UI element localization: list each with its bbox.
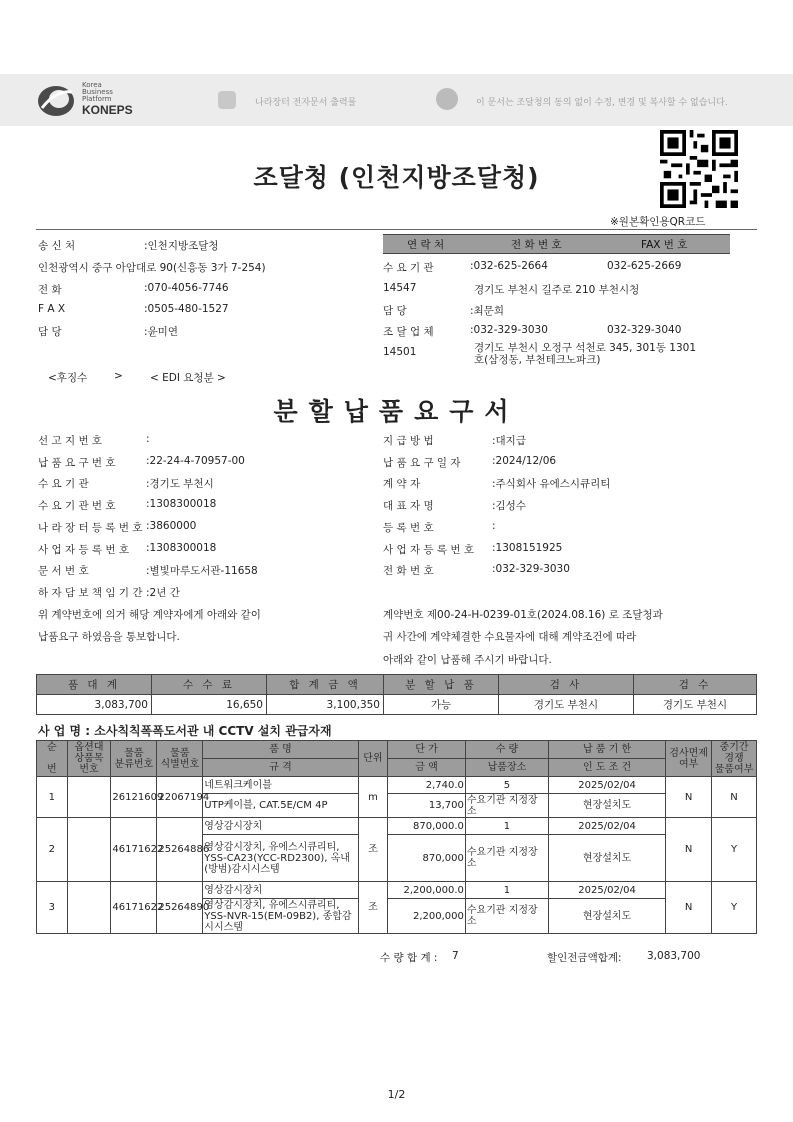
item-name: 네트워크케이블 xyxy=(203,777,358,794)
notice-right-3: 아래와 같이 납품해 주시기 바랍니다. xyxy=(383,654,552,666)
field-value: : xyxy=(492,520,496,532)
printer-icon xyxy=(436,88,458,110)
header-class-no: 물품 분류번호 xyxy=(111,741,157,777)
item-qty: 5 xyxy=(465,777,548,794)
sender-label: 송 신 처 xyxy=(38,240,76,252)
field-label: 대 표 자 명 xyxy=(383,500,434,512)
field-value: :032-329-3030 xyxy=(492,563,570,575)
phone-label: 전 화 xyxy=(38,284,62,296)
field-label: 계 약 자 xyxy=(383,478,421,490)
field-label: 하 자 담 보 책 임 기 간 xyxy=(38,587,143,599)
agency-title: 조달청 (인천지방조달청) xyxy=(253,163,540,192)
page-number: 1/2 xyxy=(387,1088,406,1101)
item-no: 2 xyxy=(37,818,68,882)
business-name: 사 업 명 : 소사칙칙폭폭도서관 내 CCTV 설치 관급자재 xyxy=(38,724,332,738)
vendor-label: 조 달 업 체 xyxy=(383,326,434,338)
tag-edi: < EDI 요청분 > xyxy=(150,372,226,384)
vendor-fax: 032-329-3040 xyxy=(607,324,682,336)
logo-small-2: Business xyxy=(82,88,113,96)
field-value: :1308300018 xyxy=(146,498,217,510)
header-id-no: 물품 식별번호 xyxy=(157,741,203,777)
item-unit: m xyxy=(358,777,388,818)
items-header-row xyxy=(37,741,757,759)
summary-value-row xyxy=(37,695,757,715)
field-label: 지 급 방 법 xyxy=(383,435,434,447)
contact-header-col3: FAX 번 호 xyxy=(641,239,688,251)
header-cond: 인 도 조 건 xyxy=(549,759,666,777)
header-name: 품 명 xyxy=(203,741,358,759)
item-due: 2025/02/04 xyxy=(549,882,666,899)
item-due: 2025/02/04 xyxy=(549,777,666,794)
header-place: 납품장소 xyxy=(465,759,548,777)
demand-address: 경기도 부천시 길주로 210 부천시청 xyxy=(474,284,640,296)
item-old xyxy=(67,777,111,818)
item-exempt: N xyxy=(666,818,712,882)
item-unit: 조 xyxy=(358,818,388,882)
item-name: 영상감시장치 xyxy=(203,882,358,899)
field-value: : xyxy=(146,433,150,445)
divider xyxy=(36,229,757,230)
field-value: :1308151925 xyxy=(492,542,563,554)
field-label: 등 록 번 호 xyxy=(383,522,434,534)
manager-label: 담 당 xyxy=(38,326,62,338)
item-amount: 870,000 xyxy=(388,835,466,882)
document-icon xyxy=(218,91,236,109)
koneps-logo-icon xyxy=(36,84,76,118)
logo-brand: KONEPS xyxy=(82,103,133,117)
notice-right-2: 귀 사간에 계약체결한 수요물자에 대해 계약조건에 따라 xyxy=(383,631,637,643)
item-id: 25264886 xyxy=(157,818,203,882)
summary-header-row xyxy=(37,675,757,695)
vendor-zip: 14501 xyxy=(383,346,417,358)
item-amount: 13,700 xyxy=(388,794,466,818)
logo-small-3: Platform xyxy=(82,95,112,103)
field-label: 납 품 요 구 일 자 xyxy=(383,457,461,469)
table-row xyxy=(37,818,757,835)
item-place: 수요기관 지정장소 xyxy=(465,835,548,882)
item-exempt: N xyxy=(666,777,712,818)
item-cond: 현장설치도 xyxy=(549,835,666,882)
field-value: :2024/12/06 xyxy=(492,455,557,467)
summary-header: 검 사 xyxy=(499,675,634,695)
demand-fax: 032-625-2669 xyxy=(607,260,682,272)
banner-left-text: 나라장터 전자문서 출력물 xyxy=(255,98,357,108)
notice-left-1: 위 계약번호에 의거 해당 계약자에게 아래와 같이 xyxy=(38,609,261,621)
header-mid: 중기간 경쟁 물품여부 xyxy=(712,741,757,777)
item-spec: UTP케이블, CAT.5E/CM 4P xyxy=(203,794,358,818)
qr-label: ※원본확인용QR코드 xyxy=(610,216,706,228)
item-place: 수요기관 지정장소 xyxy=(465,794,548,818)
contact-header xyxy=(383,234,730,254)
item-mid: Y xyxy=(712,818,757,882)
field-label: 사 업 자 등 록 번 호 xyxy=(38,544,130,556)
field-label: 전 화 번 호 xyxy=(383,565,434,577)
header-amount: 금 액 xyxy=(388,759,466,777)
table-row xyxy=(37,882,757,899)
item-class: 26121609 xyxy=(111,777,157,818)
item-old xyxy=(67,882,111,934)
field-label: 수 요 기 관 번 호 xyxy=(38,500,116,512)
demand-zip: 14547 xyxy=(383,282,417,294)
table-row xyxy=(37,777,757,794)
manager-value: :윤미연 xyxy=(144,326,178,338)
contact-manager-value: :최문희 xyxy=(470,305,504,317)
document-title: 분할납품요구서 xyxy=(273,397,520,426)
fax-value: :0505-480-1527 xyxy=(144,303,229,315)
field-value: :김성수 xyxy=(492,500,526,512)
field-label: 나 라 장 터 등 록 번 호 xyxy=(38,522,143,534)
item-due: 2025/02/04 xyxy=(549,818,666,835)
item-old xyxy=(67,818,111,882)
item-spec: 영상감시장치, 유에스시큐리티, YSS-CA23(YCC-RD2300), 옥내(방범)감시시스템 xyxy=(203,835,358,882)
field-value: :주식회사 유에스시큐리티 xyxy=(492,478,611,490)
field-value: :22-24-4-70957-00 xyxy=(146,455,245,467)
summary-header: 합 계 금 액 xyxy=(267,675,384,695)
item-id: 25264890 xyxy=(157,882,203,934)
fax-label: F A X xyxy=(38,303,66,315)
item-cond: 현장설치도 xyxy=(549,794,666,818)
summary-value: 16,650 xyxy=(152,695,267,715)
tag-postpay: <후징수 xyxy=(48,372,88,384)
item-qty: 1 xyxy=(465,882,548,899)
header-spec: 규 격 xyxy=(203,759,358,777)
item-no: 1 xyxy=(37,777,68,818)
summary-header: 분 할 납 품 xyxy=(384,675,499,695)
item-class: 46171622 xyxy=(111,818,157,882)
item-no: 3 xyxy=(37,882,68,934)
demand-phone: :032-625-2664 xyxy=(470,260,548,272)
item-id: 22067194 xyxy=(157,777,203,818)
item-spec: 영상감시장치, 유에스시큐리티, YSS-NVR-15(EM-09B2), 종합감시시스템 xyxy=(203,899,358,934)
item-cond: 현장설치도 xyxy=(549,899,666,934)
item-price: 2,200,000.0 xyxy=(388,882,466,899)
field-label: 사 업 자 등 록 번 호 xyxy=(383,544,475,556)
field-value: :2년 간 xyxy=(146,587,180,599)
field-label: 납 품 요 구 번 호 xyxy=(38,457,116,469)
item-mid: Y xyxy=(712,882,757,934)
summary-header: 품 대 계 xyxy=(37,675,152,695)
vendor-address-1: 경기도 부천시 오정구 석천로 345, 301동 1301 xyxy=(474,342,697,354)
item-qty: 1 xyxy=(465,818,548,835)
header-old-item: 옵션대 상품목 번호 xyxy=(67,741,111,777)
item-mid: N xyxy=(712,777,757,818)
field-label: 문 서 번 호 xyxy=(38,565,89,577)
summary-value: 3,083,700 xyxy=(37,695,152,715)
item-name: 영상감시장치 xyxy=(203,818,358,835)
amount-total-value: 3,083,700 xyxy=(647,950,701,962)
koneps-logo xyxy=(82,82,133,117)
banner-right-text: 이 문서는 조달청의 동의 없이 수정, 변경 및 복사할 수 없습니다. xyxy=(476,98,728,108)
summary-header: 검 수 xyxy=(634,675,757,695)
header-unit: 단위 xyxy=(358,741,388,777)
summary-value: 3,100,350 xyxy=(267,695,384,715)
field-value: :3860000 xyxy=(146,520,197,532)
field-label: 수 요 기 관 xyxy=(38,478,89,490)
summary-value: 경기도 부천시 xyxy=(634,695,757,715)
header-price: 단 가 xyxy=(388,741,466,759)
amount-total-label: 할인전금액합계: xyxy=(547,952,622,964)
summary-header: 수 수 료 xyxy=(152,675,267,695)
header-due: 납 품 기 한 xyxy=(549,741,666,759)
item-unit: 조 xyxy=(358,882,388,934)
vendor-address-2: 호(삼정동, 부천테크노파크) xyxy=(474,354,601,366)
item-class: 46171622 xyxy=(111,882,157,934)
contact-manager-label: 담 당 xyxy=(383,305,407,317)
contact-header-col1: 연 락 처 xyxy=(407,239,445,251)
header-qty: 수 량 xyxy=(465,741,548,759)
item-price: 2,740.0 xyxy=(388,777,466,794)
notice-left-2: 납품요구 하였음을 통보합니다. xyxy=(38,631,180,643)
field-value: :경기도 부천시 xyxy=(146,478,214,490)
summary-table xyxy=(36,674,757,715)
summary-value: 가능 xyxy=(384,695,499,715)
item-amount: 2,200,000 xyxy=(388,899,466,934)
field-value: :별빛마루도서관-11658 xyxy=(146,565,258,577)
contact-header-col2: 전 화 번 호 xyxy=(511,239,562,251)
phone-value: :070-4056-7746 xyxy=(144,282,229,294)
items-table xyxy=(36,740,757,934)
vendor-phone: :032-329-3030 xyxy=(470,324,548,336)
item-price: 870,000.0 xyxy=(388,818,466,835)
item-place: 수요기관 지정장소 xyxy=(465,899,548,934)
qr-code-icon xyxy=(660,130,738,208)
item-exempt: N xyxy=(666,882,712,934)
qty-total-value: 7 xyxy=(452,950,459,962)
header-exempt: 검사면제 여부 xyxy=(666,741,712,777)
field-label: 선 고 지 번 호 xyxy=(38,435,103,447)
field-value: :1308300018 xyxy=(146,542,217,554)
summary-value: 경기도 부천시 xyxy=(499,695,634,715)
header-no: 순 번 xyxy=(37,741,68,777)
field-value: :대지급 xyxy=(492,435,526,447)
sender-address: 인천광역시 중구 아암대로 90(신흥동 3가 7-254) xyxy=(38,262,266,274)
qty-total-label: 수 량 합 계 : xyxy=(380,952,438,964)
notice-right-1: 계약번호 제00-24-H-0239-01호(2024.08.16) 로 조달청과 xyxy=(383,609,663,621)
demand-label: 수 요 기 관 xyxy=(383,262,434,274)
logo-small-1: Korea xyxy=(82,81,102,89)
tag-close: > xyxy=(114,370,123,382)
sender-value: :인천지방조달청 xyxy=(144,240,219,252)
